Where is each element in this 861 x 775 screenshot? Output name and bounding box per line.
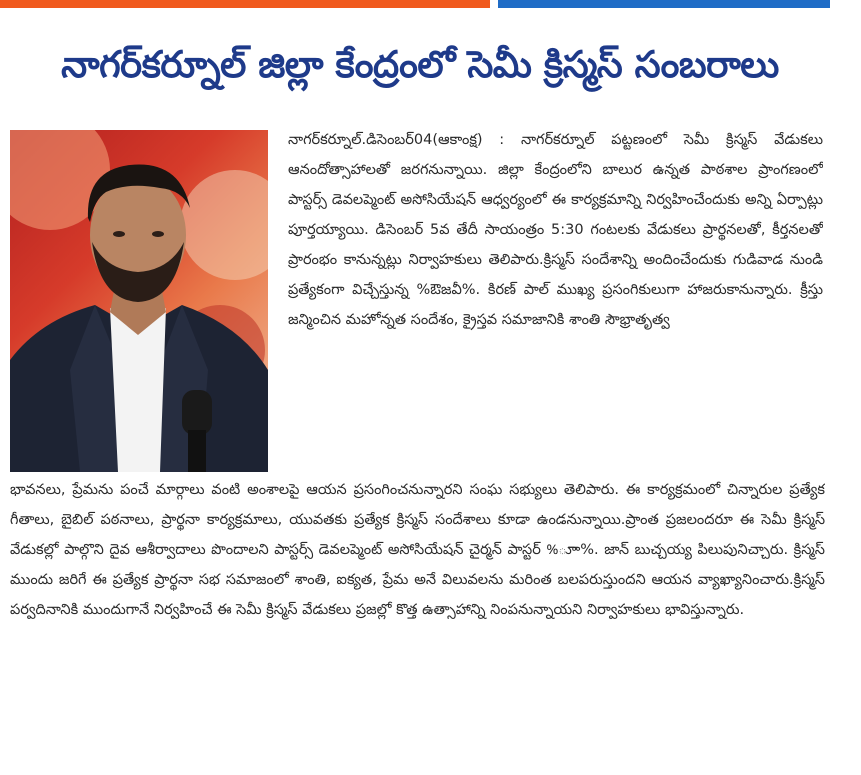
article-headline: నాగర్‌కర్నూల్ జిల్లా కేంద్రంలో సెమీ క్రిస్మస్ సంబరాలు (61, 43, 779, 86)
article-paragraph-top: నాగర్‌కర్నూల్.డిసెంబర్04(ఆకాంక్ష) : నాగర్‌కర్నూల్ పట్టణంలో సెమీ క్రిస్మస్ వేడుకలు ఆనందోత్సాహాలతో జరగనున్నాయి. జిల్లా కేంద్రంలోని బాలుర ఉన్నత పాఠశాల ప్రాంగణంలో పాస్టర్స్ డెవలప్మెంట్ అసోసియేషన్ ఆధ్వర్యంలో ఈ కార్యక్రమాన్ని నిర్వహించేందుకు అన్ని ఏర్పాట్లు పూర్తయ్యాయి. డిసెంబర్ 5వ తేదీ సాయంత్రం 5:30 గంటలకు వేడుకలు ప్రార్థనలతో, కీర్తనలతో ప్రారంభం కానున్నట్లు నిర్వాహకులు తెలిపారు.క్రిస్మస్ సందేశాన్ని అందించేందుకు గుడివాడ నుండి ప్రత్యేకంగా విచ్చేస్తున్న %ఔజవీ%. కిరణ్ పాల్ ముఖ్య ప్రసంగికులుగా హాజరుకానున్నారు. క్రీస్తు జన్మించిన మహోన్నత సందేశం, క్రైస్తవ సమాజానికి శాంతి సౌభ్రాతృత్వ (288, 132, 823, 328)
top-accent-bar-blue (498, 0, 830, 8)
article-paragraph-bottom: భావనలు, ప్రేమను పంచే మార్గాలు వంటి అంశాలపై ఆయన ప్రసంగించనున్నారని సంఘ సభ్యులు తెలిపారు. ఈ కార్యక్రమంలో చిన్నారుల ప్రత్యేక గీతాలు, బైబిల్ పఠనాలు, ప్రార్థనా కార్యక్రమాలు, యువతకు ప్రత్యేక క్రిస్మస్ సందేశాలు కూడా ఉండనున్నాయి.ప్రాంత ప్రజలందరూ ఈ సెమీ క్రిస్మస్ వేడుకల్లో పాల్గొని దైవ ఆశీర్వాదాలు పొందాలని పాస్టర్స్ డెవలప్మెంట్ అసోసియేషన్ చైర్మన్ పాస్టర్ %ూా%. జాన్ బుచ్చయ్య పిలుపునిచ్చారు. క్రిస్మస్ ముందు జరిగే ఈ ప్రత్యేక ప్రార్థనా సభ సమాజంలో శాంతి, ఐక్యత, ప్రేమ అనే విలువలను మరింత బలపరుస్తుందని ఆయన వ్యాఖ్యానించారు.క్రిస్మస్ పర్వదినానికి ముందుగానే నిర్వహించే ఈ సెమీ క్రిస్మస్ వేడుకలు ప్రజల్లో కొత్త ఉత్సాహాన్ని నింపనున్నాయని నిర్వాహకులు భావిస్తున్నారు. (10, 482, 825, 618)
top-accent-bar-orange (0, 0, 490, 8)
speaker-photo (10, 130, 268, 472)
